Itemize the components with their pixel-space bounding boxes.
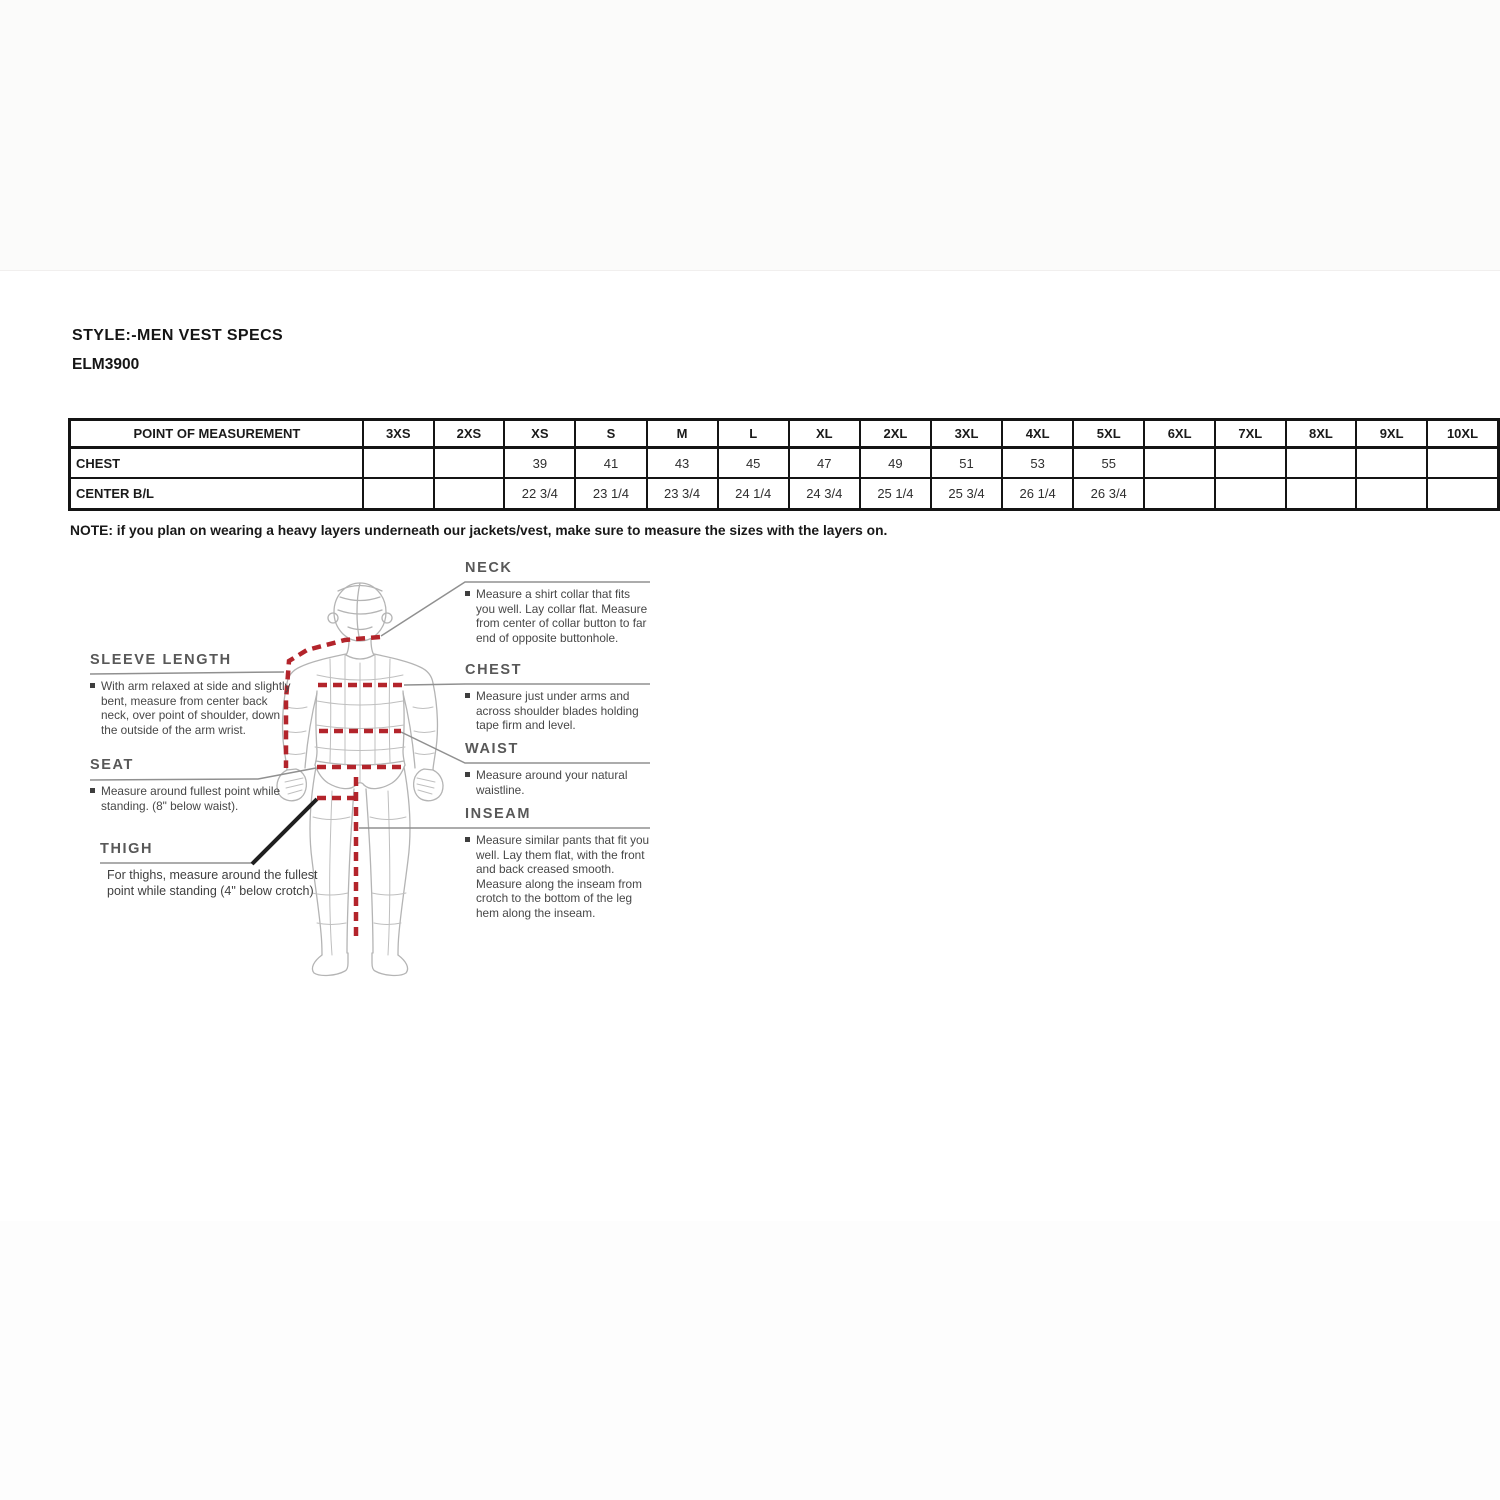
table-cell (1356, 448, 1427, 479)
bullet-icon (465, 837, 470, 842)
header-cell: 2XS (434, 420, 505, 448)
header-cell: 9XL (1356, 420, 1427, 448)
table-cell (1356, 478, 1427, 510)
bullet-icon (90, 683, 95, 688)
guide-section-sleeve-length (90, 650, 294, 737)
row-label: CENTER B/L (70, 478, 363, 510)
section-title: SEAT (90, 757, 134, 773)
table-cell: 26 3/4 (1073, 478, 1144, 510)
section-description: Measure just under arms and across shoulder blades holding tape firm and level. (476, 689, 639, 733)
table-row (70, 448, 1499, 479)
header-cell: L (718, 420, 789, 448)
table-cell (1427, 478, 1499, 510)
size-chart-table (68, 418, 1500, 511)
note-text: NOTE: if you plan on wearing a heavy layers underneath our jackets/vest, make sure to measure the sizes with the layers on. (70, 523, 888, 538)
section-title: CHEST (465, 662, 523, 678)
page-bottom-margin (0, 1221, 1500, 1500)
section-description: Measure a shirt collar that fits you well. Lay collar flat. Measure from center of collar button to far end of opposite buttonhole. (476, 587, 648, 645)
table-cell: 47 (789, 448, 860, 479)
table-cell: 55 (1073, 448, 1144, 479)
header-cell: 4XL (1002, 420, 1073, 448)
header-cell: 8XL (1286, 420, 1357, 448)
section-description: Measure around fullest point while standing. (8" below waist). (101, 784, 281, 813)
header-cell: M (647, 420, 718, 448)
header-cell: XS (504, 420, 575, 448)
table-cell (1144, 448, 1215, 479)
table-cell (434, 448, 505, 479)
table-cell: 39 (504, 448, 575, 479)
row-label: CHEST (70, 448, 363, 479)
table-cell (1215, 478, 1286, 510)
guide-section-thigh (100, 839, 332, 899)
table-cell (1286, 448, 1357, 479)
header-cell: 2XL (860, 420, 931, 448)
table-cell: 49 (860, 448, 931, 479)
header-cell: 7XL (1215, 420, 1286, 448)
guide-section-inseam (465, 804, 651, 921)
header-cell: 5XL (1073, 420, 1144, 448)
header-cell: 10XL (1427, 420, 1499, 448)
section-description: For thighs, measure around the fullest point while standing (4" below crotch) (107, 868, 318, 898)
table-cell (1286, 478, 1357, 510)
table-cell (363, 448, 434, 479)
header-cell: 3XS (363, 420, 434, 448)
table-cell: 45 (718, 448, 789, 479)
table-cell: 26 1/4 (1002, 478, 1073, 510)
bullet-icon (465, 772, 470, 777)
table-cell (363, 478, 434, 510)
table-cell: 51 (931, 448, 1002, 479)
header-cell: XL (789, 420, 860, 448)
table-cell: 24 3/4 (789, 478, 860, 510)
header-cell: 6XL (1144, 420, 1215, 448)
header-cell: POINT OF MEASUREMENT (70, 420, 363, 448)
section-title: INSEAM (465, 806, 531, 822)
style-title: STYLE:-MEN VEST SPECS (72, 327, 284, 344)
section-title: NECK (465, 560, 513, 576)
table-row (70, 478, 1499, 510)
table-cell: 43 (647, 448, 718, 479)
section-title: THIGH (100, 841, 154, 857)
table-cell: 24 1/4 (718, 478, 789, 510)
table-cell: 23 3/4 (647, 478, 718, 510)
section-description: Measure around your natural waistline. (476, 768, 628, 797)
guide-section-chest (465, 660, 651, 733)
guide-section-seat (90, 755, 294, 813)
guide-section-neck (465, 558, 651, 645)
model-number: ELM3900 (72, 356, 140, 373)
page-top-margin (0, 0, 1500, 271)
table-header-row (70, 420, 1499, 448)
table-cell: 23 1/4 (575, 478, 646, 510)
table-cell (1215, 448, 1286, 479)
table-cell: 25 3/4 (931, 478, 1002, 510)
table-cell: 22 3/4 (504, 478, 575, 510)
table-cell: 41 (575, 448, 646, 479)
section-title: SLEEVE LENGTH (90, 652, 232, 668)
bullet-icon (90, 788, 95, 793)
header-cell: 3XL (931, 420, 1002, 448)
table-cell (1427, 448, 1499, 479)
bullet-icon (465, 693, 470, 698)
header-cell: S (575, 420, 646, 448)
section-title: WAIST (465, 741, 519, 757)
table-cell: 25 1/4 (860, 478, 931, 510)
table-cell (434, 478, 505, 510)
guide-section-waist (465, 739, 651, 797)
table-cell: 53 (1002, 448, 1073, 479)
table-cell (1144, 478, 1215, 510)
section-description: Measure similar pants that fit you well. Lay them flat, with the front and back creased smooth. Measure along the inseam from crotch to the bottom of the leg hem along the inseam. (476, 833, 650, 920)
section-description: With arm relaxed at side and slightly bent, measure from center back neck, over point of shoulder, down the outside of the arm wrist. (101, 679, 291, 737)
bullet-icon (465, 591, 470, 596)
measurement-guide-diagram (60, 555, 720, 1025)
